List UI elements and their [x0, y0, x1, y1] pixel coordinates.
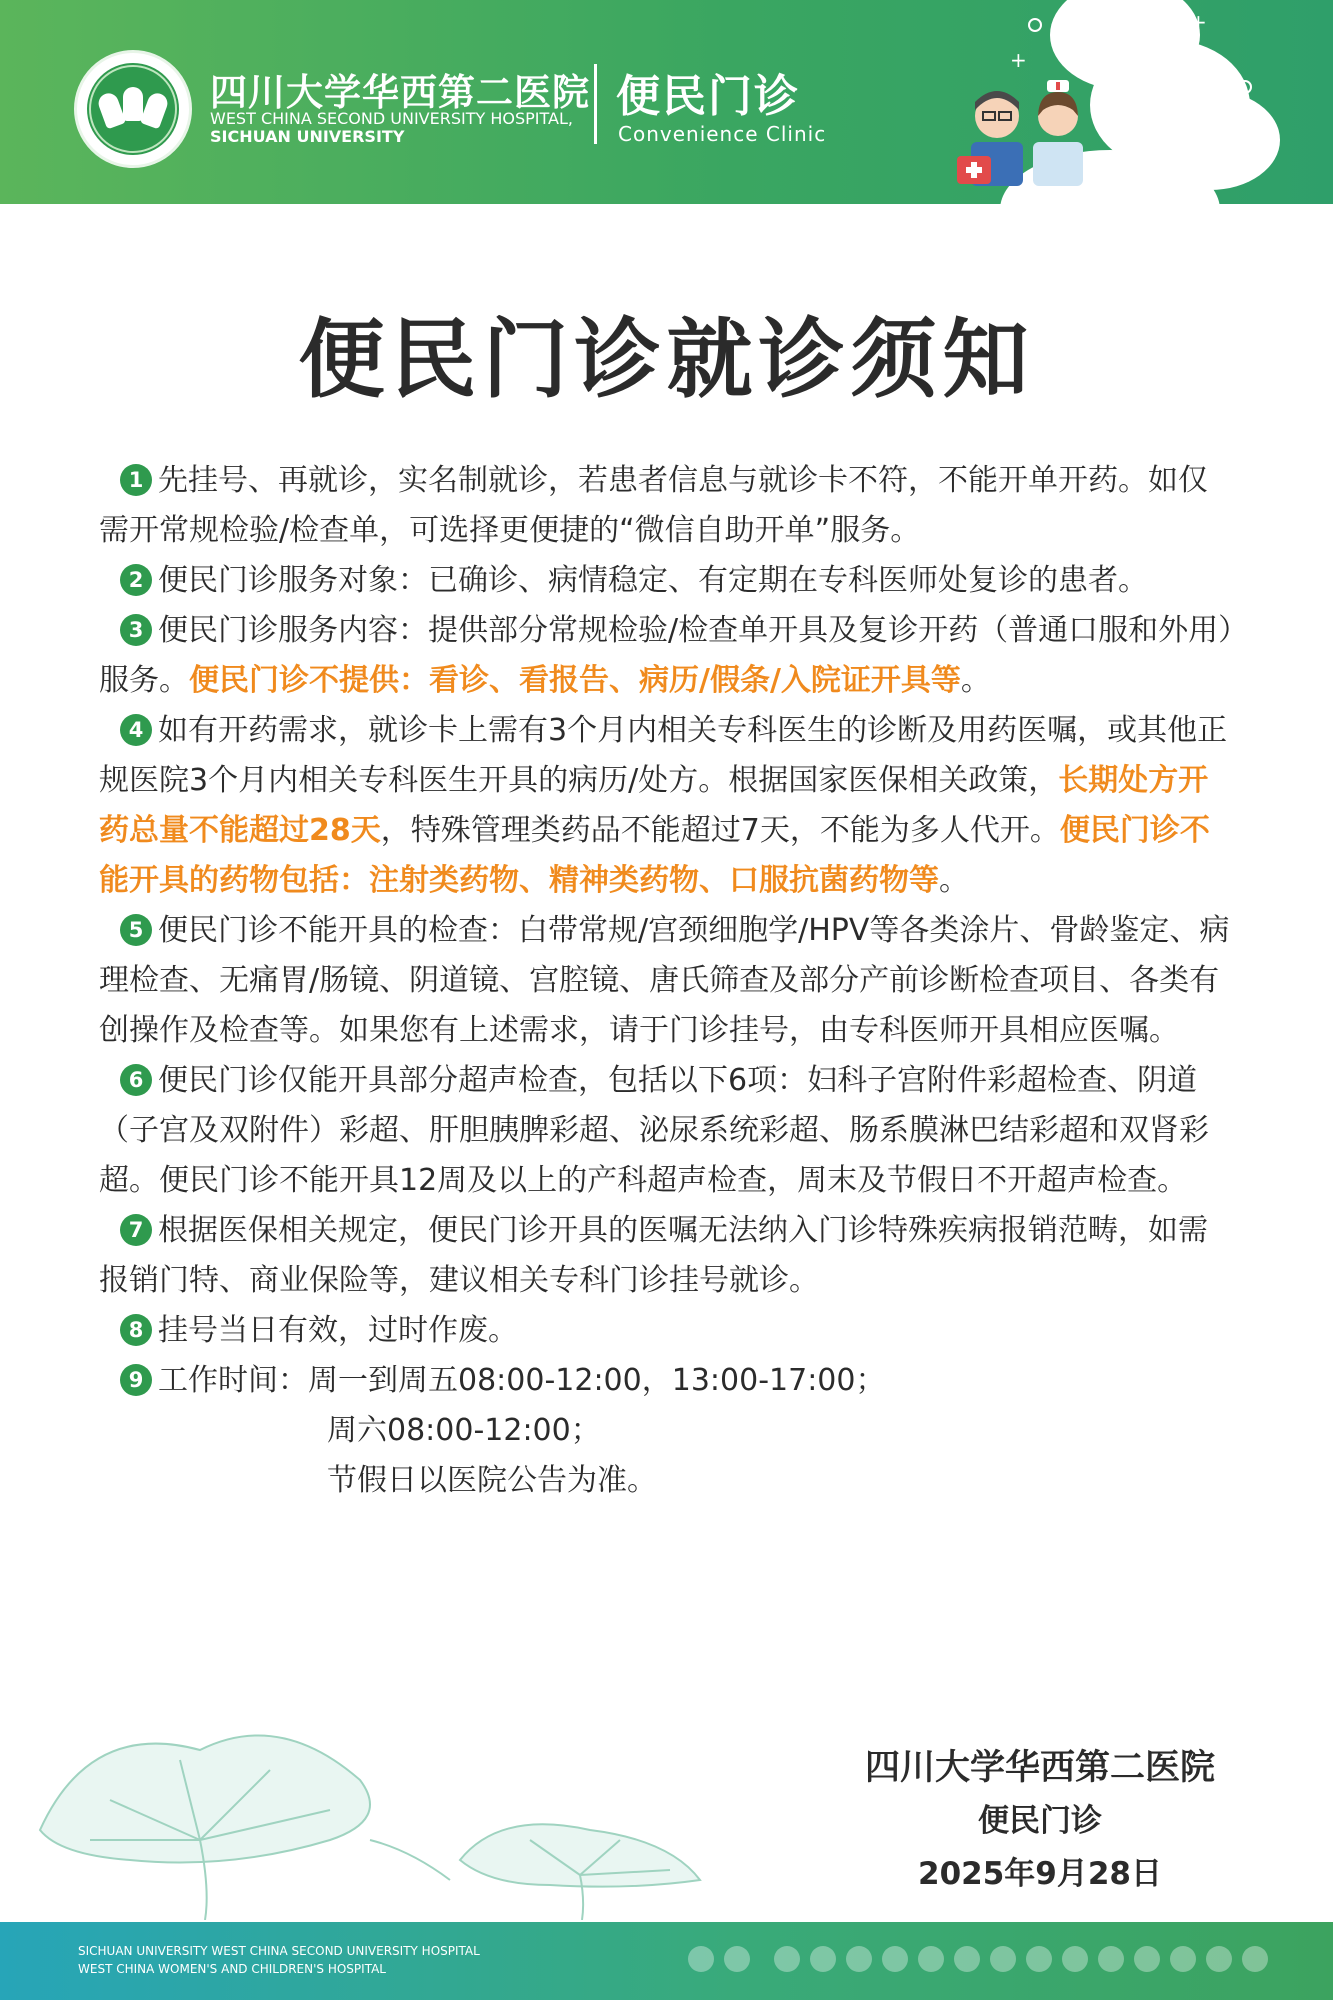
item-number-badge: 8	[120, 1314, 152, 1346]
footer-hospital-alias: WEST CHINA WOMEN'S AND CHILDREN'S HOSPITAL	[78, 1962, 386, 1976]
hours-weekday: 周一到周五08:00-12:00，13:00-17:00；	[308, 1363, 886, 1398]
highlight-text: 便民门诊不能开具的药物包括：注射类药物、精神类药物、口服抗菌药物等	[99, 813, 1210, 898]
signature-date: 2025年9月28日	[918, 1856, 1162, 1892]
item-text: ，特殊管理类药品不能超过7天，不能为多人代开。	[380, 813, 1060, 848]
footer-hospital-name: SICHUAN UNIVERSITY WEST CHINA SECOND UNIVERSITY HOSPITAL	[78, 1944, 480, 1958]
clinic-name-en: Convenience Clinic	[618, 122, 827, 146]
item-number-badge: 1	[120, 464, 152, 496]
notice-item	[99, 706, 1237, 906]
hours-holiday: 节假日以医院公告为准。	[327, 1463, 657, 1498]
hospital-logo	[74, 50, 192, 168]
item-text: 。	[939, 863, 969, 898]
header-banner: 四川大学华西第二医院 WEST CHINA SECOND UNIVERSITY HOSPITAL, SICHUAN UNIVERSITY 便民门诊 Convenience Clinic + +	[0, 0, 1333, 204]
header-divider	[594, 64, 597, 144]
hospital-name-en-university: SICHUAN UNIVERSITY	[210, 127, 405, 146]
page-title: 便民门诊就诊须知	[298, 310, 1035, 410]
item-number-badge: 7	[120, 1214, 152, 1246]
notice-item	[99, 1206, 1237, 1306]
item-text: 根据医保相关规定，便民门诊开具的医嘱无法纳入门诊特殊疾病报销范畴，如需报销门特、商业保险等，建议相关专科门诊挂号就诊。	[99, 1213, 1208, 1298]
item-number-badge: 3	[120, 614, 152, 646]
item-number-badge: 6	[120, 1064, 152, 1096]
item-text: 便民门诊服务对象：已确诊、病情稳定、有定期在专科医师处复诊的患者。	[158, 563, 1148, 598]
lotus-leaf-decoration	[30, 1690, 730, 1920]
item-number-badge: 9	[120, 1364, 152, 1396]
item-text: 先挂号、再就诊，实名制就诊，若患者信息与就诊卡不符，不能开单开药。如仅需开常规检验/检查单，可选择更便捷的“微信自助开单”服务。	[99, 463, 1208, 548]
item-text: 挂号当日有效，过时作废。	[158, 1313, 518, 1348]
item-number-badge: 2	[120, 564, 152, 596]
hospital-name-en: WEST CHINA SECOND UNIVERSITY HOSPITAL,	[210, 109, 573, 128]
item-text: 如有开药需求，就诊卡上需有3个月内相关专科医生的诊断及用药医嘱，或其他正规医院3个月内相关专科医生开具的病历/处方。根据国家医保相关政策，	[99, 713, 1228, 798]
item-number-badge: 4	[120, 714, 152, 746]
signature-org: 四川大学华西第二医院	[864, 1748, 1215, 1788]
clinic-name-cn: 便民门诊	[616, 71, 800, 122]
notice-item	[99, 1306, 1237, 1356]
item-number-badge: 5	[120, 914, 152, 946]
notice-item	[99, 606, 1237, 706]
item-text: 便民门诊不能开具的检查：白带常规/宫颈细胞学/HPV等各类涂片、骨龄鉴定、病理检查、无痛胃/肠镜、阴道镜、宫腔镜、唐氏筛查及部分产前诊断检查项目、各类有创操作及检查等。如果您有上述需求，请于门诊挂号，由专科医师开具相应医嘱。	[99, 913, 1230, 1048]
doctor-nurse-illustration	[955, 66, 1105, 186]
notice-item	[99, 906, 1237, 1056]
hospital-name-cn: 四川大学华西第二医院	[210, 71, 590, 114]
notice-item	[99, 556, 1237, 606]
notice-item-hours	[99, 1356, 1237, 1406]
hours-saturday: 周六08:00-12:00；	[327, 1413, 601, 1448]
footer-medical-icons	[688, 1946, 1288, 1976]
item-text: 便民门诊服务内容：提供部分常规检验/检查单开具及复诊开药（普通口服和外用）服务。	[99, 613, 1234, 698]
footer-bar	[0, 1922, 1333, 2000]
notice-item	[99, 1056, 1237, 1206]
item-text: 。	[960, 663, 991, 698]
item-text: 便民门诊仅能开具部分超声检查，包括以下6项：妇科子宫附件彩超检查、阴道（子宫及双附件）彩超、肝胆胰脾彩超、泌尿系统彩超、肠系膜淋巴结彩超和双肾彩超。便民门诊不能开具12周及以上的产科超声检查，周末及节假日不开超声检查。	[99, 1063, 1209, 1198]
notice-item	[99, 456, 1237, 556]
signature-dept: 便民门诊	[978, 1803, 1102, 1839]
highlight-text: 长期处方开药总量不能超过28天	[99, 763, 1209, 848]
highlight-text: 便民门诊不提供：看诊、看报告、病历/假条/入院证开具等	[189, 663, 961, 698]
hours-label: 工作时间：	[158, 1363, 308, 1398]
notice-list	[99, 456, 1237, 1506]
